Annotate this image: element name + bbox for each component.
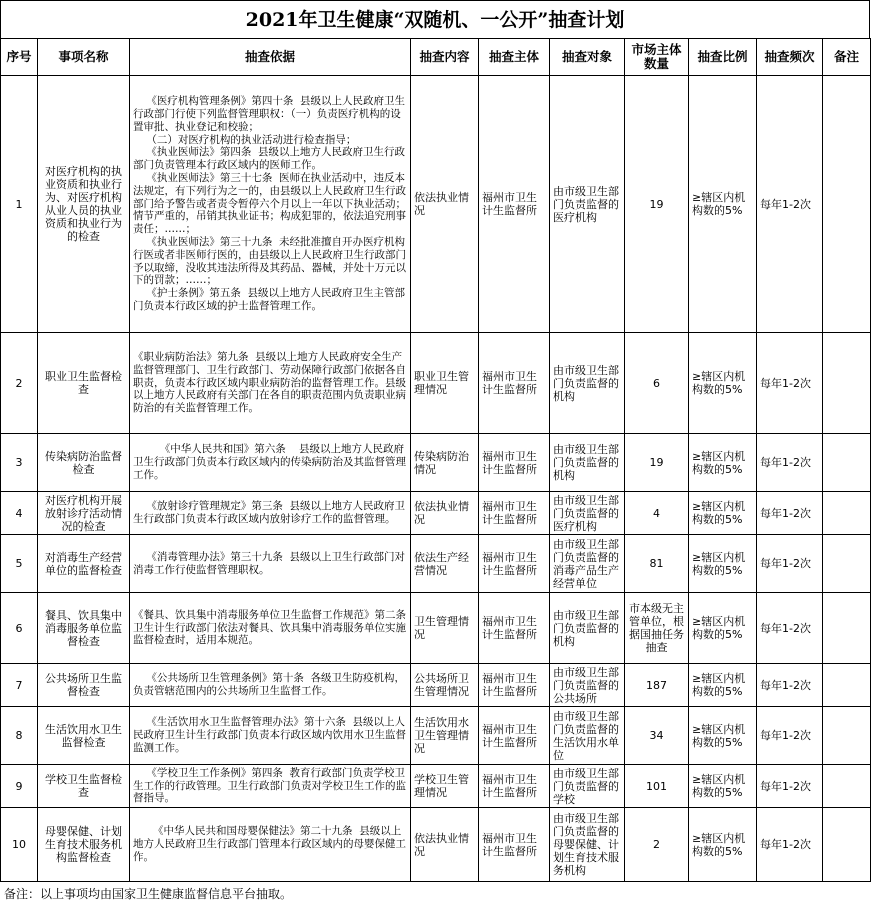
remark <box>823 664 871 707</box>
inspection-content: 生活饮用水卫生管理情况 <box>411 707 479 765</box>
inspection-ratio: ≥辖区内机构数的5% <box>689 492 757 535</box>
header-cell: 事项名称 <box>38 39 130 76</box>
remark <box>823 76 871 333</box>
row-number: 3 <box>1 434 38 492</box>
inspection-frequency: 每年1-2次 <box>757 492 823 535</box>
inspection-subject: 福州市卫生计生监督所 <box>479 707 550 765</box>
inspection-content: 卫生管理情况 <box>411 593 479 664</box>
item-name: 对医疗机构的执业资质和执业行为、对医疗机构从业人员的执业资质和执业行为的检查 <box>38 76 130 333</box>
table-row <box>1 593 871 664</box>
inspection-content: 公共场所卫生管理情况 <box>411 664 479 707</box>
inspection-plan-table <box>0 38 871 882</box>
inspection-content: 依法执业情况 <box>411 76 479 333</box>
inspection-ratio: ≥辖区内机构数的5% <box>689 333 757 434</box>
inspection-frequency: 每年1-2次 <box>757 535 823 593</box>
table-row <box>1 434 871 492</box>
inspection-ratio: ≥辖区内机构数的5% <box>689 707 757 765</box>
header-cell: 抽查比例 <box>689 39 757 76</box>
header-cell: 抽查主体 <box>479 39 550 76</box>
inspection-content: 学校卫生管理情况 <box>411 765 479 808</box>
inspection-target: 由市级卫生部门负责监督的母婴保健、计划生育技术服务机构 <box>550 808 625 882</box>
inspection-frequency: 每年1-2次 <box>757 333 823 434</box>
inspection-ratio: ≥辖区内机构数的5% <box>689 765 757 808</box>
row-number: 2 <box>1 333 38 434</box>
row-number: 7 <box>1 664 38 707</box>
inspection-target: 由市级卫生部门负责监督的机构 <box>550 333 625 434</box>
inspection-target: 由市级卫生部门负责监督的生活饮用水单位 <box>550 707 625 765</box>
table-row <box>1 765 871 808</box>
inspection-subject: 福州市卫生计生监督所 <box>479 434 550 492</box>
inspection-ratio: ≥辖区内机构数的5% <box>689 664 757 707</box>
inspection-target: 由市级卫生部门负责监督的学校 <box>550 765 625 808</box>
table-row <box>1 664 871 707</box>
inspection-basis: 《中华人民共和国母婴保健法》第二十九条 县级以上地方人民政府卫生行政部门管理本行政区域内的母婴保健工作。 <box>130 808 411 882</box>
footnote: 备注：以上事项均由国家卫生健康监督信息平台抽取。 <box>4 887 293 901</box>
table-row <box>1 333 871 434</box>
header-cell: 序号 <box>1 39 38 76</box>
row-number: 5 <box>1 535 38 593</box>
item-name: 餐具、饮具集中消毒服务单位监督检查 <box>38 593 130 664</box>
header-cell: 抽查依据 <box>130 39 411 76</box>
remark <box>823 593 871 664</box>
inspection-subject: 福州市卫生计生监督所 <box>479 333 550 434</box>
entity-count: 4 <box>625 492 689 535</box>
entity-count: 187 <box>625 664 689 707</box>
inspection-subject: 福州市卫生计生监督所 <box>479 808 550 882</box>
header-cell: 抽查内容 <box>411 39 479 76</box>
inspection-content: 依法生产经营情况 <box>411 535 479 593</box>
table-row <box>1 707 871 765</box>
remark <box>823 434 871 492</box>
header-row <box>1 39 871 76</box>
inspection-ratio: ≥辖区内机构数的5% <box>689 535 757 593</box>
inspection-target: 由市级卫生部门负责监督的机构 <box>550 434 625 492</box>
inspection-subject: 福州市卫生计生监督所 <box>479 593 550 664</box>
table-row <box>1 76 871 333</box>
inspection-ratio: ≥辖区内机构数的5% <box>689 593 757 664</box>
inspection-basis: 《职业病防治法》第九条 县级以上地方人民政府安全生产监督管理部门、卫生行政部门、劳动保障行政部门依据各自职责，负责本行政区域内职业病防治的监督管理工作。县级以上地方人民政府有关部门在各自的职责范围内负责职业病防治的有关监督管理工作。 <box>130 333 411 434</box>
entity-count: 19 <box>625 76 689 333</box>
remark <box>823 808 871 882</box>
inspection-ratio: ≥辖区内机构数的5% <box>689 434 757 492</box>
inspection-ratio: ≥辖区内机构数的5% <box>689 76 757 333</box>
remark <box>823 535 871 593</box>
entity-count: 19 <box>625 434 689 492</box>
inspection-basis: 《放射诊疗管理规定》第三条 县级以上地方人民政府卫生行政部门负责本行政区域内放射诊疗工作的监督管理。 <box>130 492 411 535</box>
entity-count: 市本级无主管单位，根据国抽任务抽查 <box>625 593 689 664</box>
table-row <box>1 492 871 535</box>
page-title: 2021年卫生健康“双随机、一公开”抽查计划 <box>0 0 870 38</box>
inspection-frequency: 每年1-2次 <box>757 808 823 882</box>
inspection-frequency: 每年1-2次 <box>757 593 823 664</box>
inspection-content: 依法执业情况 <box>411 492 479 535</box>
inspection-frequency: 每年1-2次 <box>757 664 823 707</box>
inspection-target: 由市级卫生部门负责监督的公共场所 <box>550 664 625 707</box>
inspection-target: 由市级卫生部门负责监督的医疗机构 <box>550 492 625 535</box>
inspection-frequency: 每年1-2次 <box>757 434 823 492</box>
row-number: 10 <box>1 808 38 882</box>
item-name: 母婴保健、计划生育技术服务机构监督检查 <box>38 808 130 882</box>
entity-count: 81 <box>625 535 689 593</box>
remark <box>823 765 871 808</box>
inspection-target: 由市级卫生部门负责监督的机构 <box>550 593 625 664</box>
item-name: 对医疗机构开展放射诊疗活动情况的检查 <box>38 492 130 535</box>
inspection-basis: 《医疗机构管理条例》第四十条 县级以上人民政府卫生行政部门行使下列监督管理职权：（一）负责医疗机构的设置审批、执业登记和校验； （二）对医疗机构的执业活动进行检查指导； 《执业医师法》第四条 县级以上地方人民政府卫生行政部门负责管理本行政区域内的医师工作。 《执业医师法》第三十七条 医师在执业活动中，违反本法规定，有下列行为之一的，由县级以上人民政府卫生行政部门给予警告或者责令暂停六个月以上一年以下执业活动；情节严重的，吊销其执业证书；构成犯罪的，依法追究刑事责任；……； 《执业医师法》第三十九条 未经批准擅自开办医疗机构行医或者非医师行医的，由县级以上人民政府卫生行政部门予以取缔，没收其违法所得及其药品、器械，并处十万元以下的罚款；……； 《护士条例》第五条 县级以上地方人民政府卫生主管部门负责本行政区域的护士监督管理工作。 <box>130 76 411 333</box>
item-name: 传染病防治监督检查 <box>38 434 130 492</box>
header-cell: 抽查频次 <box>757 39 823 76</box>
entity-count: 101 <box>625 765 689 808</box>
row-number: 9 <box>1 765 38 808</box>
item-name: 对消毒生产经营单位的监督检查 <box>38 535 130 593</box>
inspection-subject: 福州市卫生计生监督所 <box>479 492 550 535</box>
inspection-basis: 《公共场所卫生管理条例》第十条 各级卫生防疫机构，负责管辖范围内的公共场所卫生监督工作。 <box>130 664 411 707</box>
inspection-basis: 《生活饮用水卫生监督管理办法》第十六条 县级以上人民政府卫生计生行政部门负责本行政区域内饮用水卫生监督监测工作。 <box>130 707 411 765</box>
remark <box>823 707 871 765</box>
item-name: 学校卫生监督检查 <box>38 765 130 808</box>
item-name: 职业卫生监督检查 <box>38 333 130 434</box>
header-cell: 备注 <box>823 39 871 76</box>
inspection-subject: 福州市卫生计生监督所 <box>479 535 550 593</box>
entity-count: 6 <box>625 333 689 434</box>
item-name: 公共场所卫生监督检查 <box>38 664 130 707</box>
row-number: 6 <box>1 593 38 664</box>
row-number: 1 <box>1 76 38 333</box>
inspection-basis: 《餐具、饮具集中消毒服务单位卫生监督工作规范》第二条 卫生计生行政部门依法对餐具、饮具集中消毒服务单位实施监督检查时，适用本规范。 <box>130 593 411 664</box>
entity-count: 34 <box>625 707 689 765</box>
inspection-target: 由市级卫生部门负责监督的消毒产品生产经营单位 <box>550 535 625 593</box>
inspection-frequency: 每年1-2次 <box>757 707 823 765</box>
inspection-basis: 《消毒管理办法》第三十九条 县级以上卫生行政部门对消毒工作行使监督管理职权。 <box>130 535 411 593</box>
entity-count: 2 <box>625 808 689 882</box>
inspection-target: 由市级卫生部门负责监督的医疗机构 <box>550 76 625 333</box>
table-row <box>1 535 871 593</box>
table-row <box>1 808 871 882</box>
inspection-content: 职业卫生管理情况 <box>411 333 479 434</box>
inspection-frequency: 每年1-2次 <box>757 76 823 333</box>
header-cell: 抽查对象 <box>550 39 625 76</box>
row-number: 8 <box>1 707 38 765</box>
inspection-ratio: ≥辖区内机构数的5% <box>689 808 757 882</box>
inspection-frequency: 每年1-2次 <box>757 765 823 808</box>
item-name: 生活饮用水卫生监督检查 <box>38 707 130 765</box>
row-number: 4 <box>1 492 38 535</box>
remark <box>823 333 871 434</box>
inspection-basis: 《中华人民共和国》第六条 县级以上地方人民政府卫生行政部门负责本行政区域内的传染病防治及其监督管理工作。 <box>130 434 411 492</box>
inspection-basis: 《学校卫生工作条例》第四条 教育行政部门负责学校卫生工作的行政管理。卫生行政部门负责对学校卫生工作的监督指导。 <box>130 765 411 808</box>
inspection-subject: 福州市卫生计生监督所 <box>479 664 550 707</box>
inspection-content: 传染病防治情况 <box>411 434 479 492</box>
inspection-content: 依法执业情况 <box>411 808 479 882</box>
inspection-subject: 福州市卫生计生监督所 <box>479 765 550 808</box>
remark <box>823 492 871 535</box>
inspection-subject: 福州市卫生计生监督所 <box>479 76 550 333</box>
header-cell: 市场主体数量 <box>625 39 689 76</box>
